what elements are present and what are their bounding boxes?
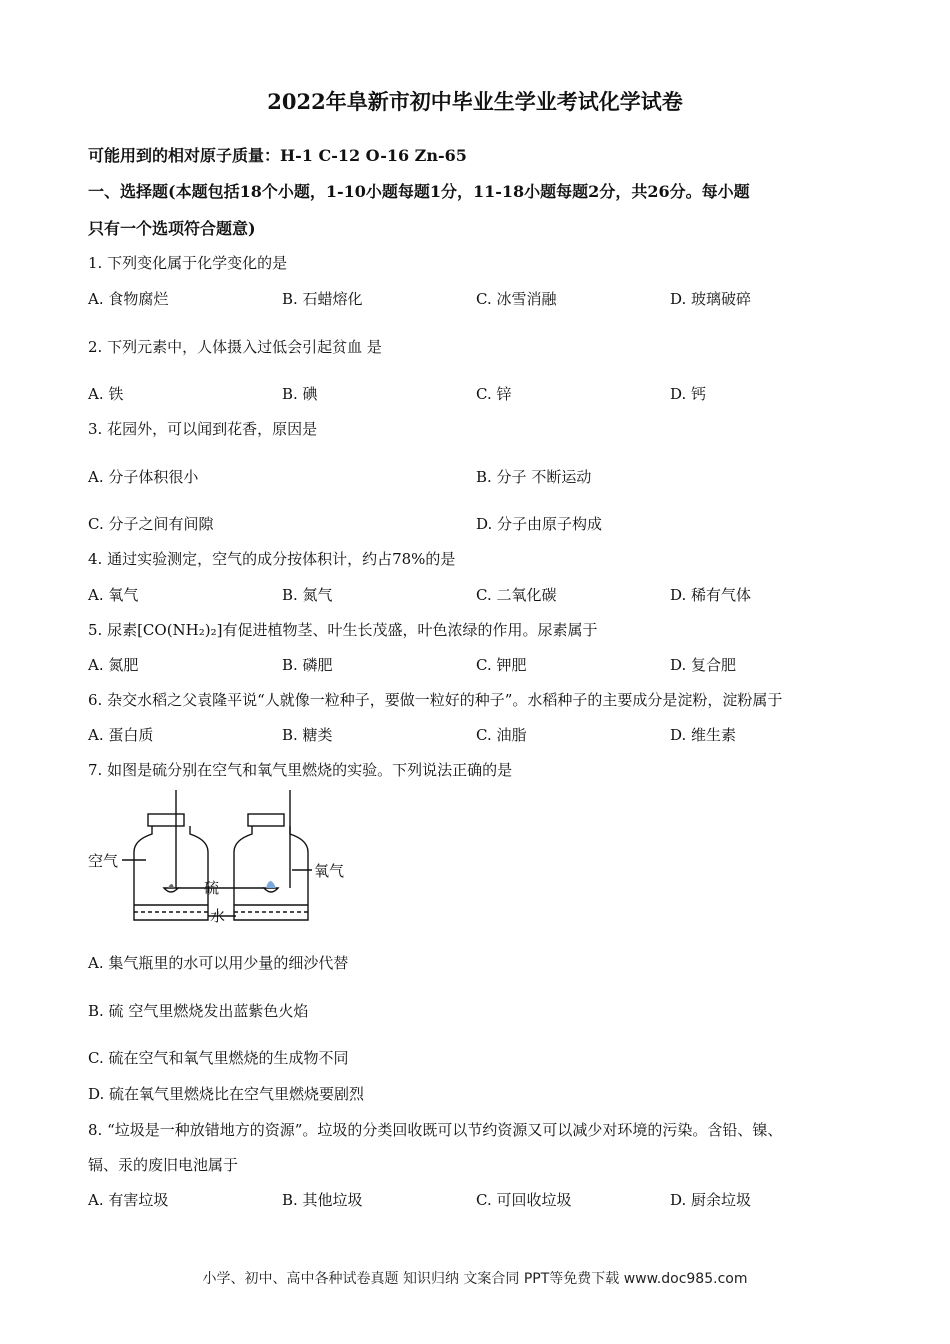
- option: B. 硫 空气里燃烧发出蓝紫色火焰: [88, 1002, 309, 1020]
- option: A. 氧气: [88, 586, 139, 604]
- option: B. 糖类: [282, 726, 333, 744]
- option: B. 分子 不断运动: [476, 468, 592, 486]
- option: C. 油脂: [476, 726, 527, 744]
- option: C. 硫在空气和氧气里燃烧的生成物不同: [88, 1049, 349, 1067]
- option: C. 可回收垃圾: [476, 1191, 572, 1209]
- label-water: 水: [210, 907, 226, 925]
- question-stem: 5. 尿素[CO(NH₂)₂]有促进植物茎、叶生长茂盛，叶色浓绿的作用。尿素属于: [88, 621, 598, 639]
- question-stem-line1: 8. “垃圾是一种放错地方的资源”。垃圾的分类回收既可以节约资源又可以减少对环境的污染。含铅、镍、: [88, 1121, 783, 1139]
- option: A. 集气瓶里的水可以用少量的细沙代替: [88, 954, 349, 972]
- label-sulfur: 硫: [204, 879, 220, 897]
- option: C. 锌: [476, 385, 512, 403]
- question-stem: 1. 下列变化属于化学变化的是: [88, 254, 288, 272]
- option: D. 钙: [670, 385, 707, 403]
- question-stem: 2. 下列元素中，人体摄入过低会引起贫血 是: [88, 338, 382, 356]
- label-air: 空气: [88, 852, 119, 870]
- option: A. 氮肥: [88, 656, 139, 674]
- option: B. 磷肥: [282, 656, 333, 674]
- option: A. 食物腐烂: [88, 290, 169, 308]
- question-stem-line2: 镉、汞的废旧电池属于: [88, 1156, 239, 1174]
- option: A. 铁: [88, 385, 124, 403]
- page-title: 2022年阜新市初中毕业生学业考试化学试卷: [267, 89, 683, 114]
- section-heading-line2: 只有一个选项符合题意): [88, 219, 256, 238]
- option: D. 稀有气体: [670, 586, 752, 604]
- section-heading-line1: 一、选择题(本题包括18个小题，1-10小题每题1分，11-18小题每题2分，共26分。每小题: [88, 182, 750, 201]
- option: D. 硫在氧气里燃烧比在空气里燃烧要剧烈: [88, 1085, 365, 1103]
- option: B. 石蜡熔化: [282, 290, 363, 308]
- atomic-mass-note: 可能用到的相对原子质量：H-1 C-12 O-16 Zn-65: [88, 146, 467, 165]
- option: B. 碘: [282, 385, 318, 403]
- option: C. 钾肥: [476, 656, 527, 674]
- option: D. 分子由原子构成: [476, 515, 603, 533]
- question-stem: 4. 通过实验测定，空气的成分按体积计，约占78%的是: [88, 550, 456, 568]
- label-oxygen: 氧气: [314, 862, 345, 880]
- page-footer: 小学、初中、高中各种试卷真题 知识归纳 文案合同 PPT等免费下载 www.doc985.com: [202, 1271, 748, 1287]
- option: D. 厨余垃圾: [670, 1191, 752, 1209]
- sulfur-combustion-diagram: [86, 788, 356, 928]
- option: D. 维生素: [670, 726, 737, 744]
- option: C. 冰雪消融: [476, 290, 557, 308]
- option: D. 复合肥: [670, 656, 737, 674]
- option: D. 玻璃破碎: [670, 290, 752, 308]
- question-stem: 6. 杂交水稻之父袁隆平说“人就像一粒种子，要做一粒好的种子”。水稻种子的主要成分是淀粉，淀粉属于: [88, 691, 783, 709]
- option: B. 氮气: [282, 586, 333, 604]
- question-stem: 3. 花园外，可以闻到花香，原因是: [88, 420, 318, 438]
- option: C. 分子之间有间隙: [88, 515, 214, 533]
- option: A. 蛋白质: [88, 726, 154, 744]
- option: A. 分子体积很小: [88, 468, 199, 486]
- option: C. 二氧化碳: [476, 586, 557, 604]
- option: A. 有害垃圾: [88, 1191, 169, 1209]
- question-stem: 7. 如图是硫分别在空气和氧气里燃烧的实验。下列说法正确的是: [88, 761, 513, 779]
- option: B. 其他垃圾: [282, 1191, 363, 1209]
